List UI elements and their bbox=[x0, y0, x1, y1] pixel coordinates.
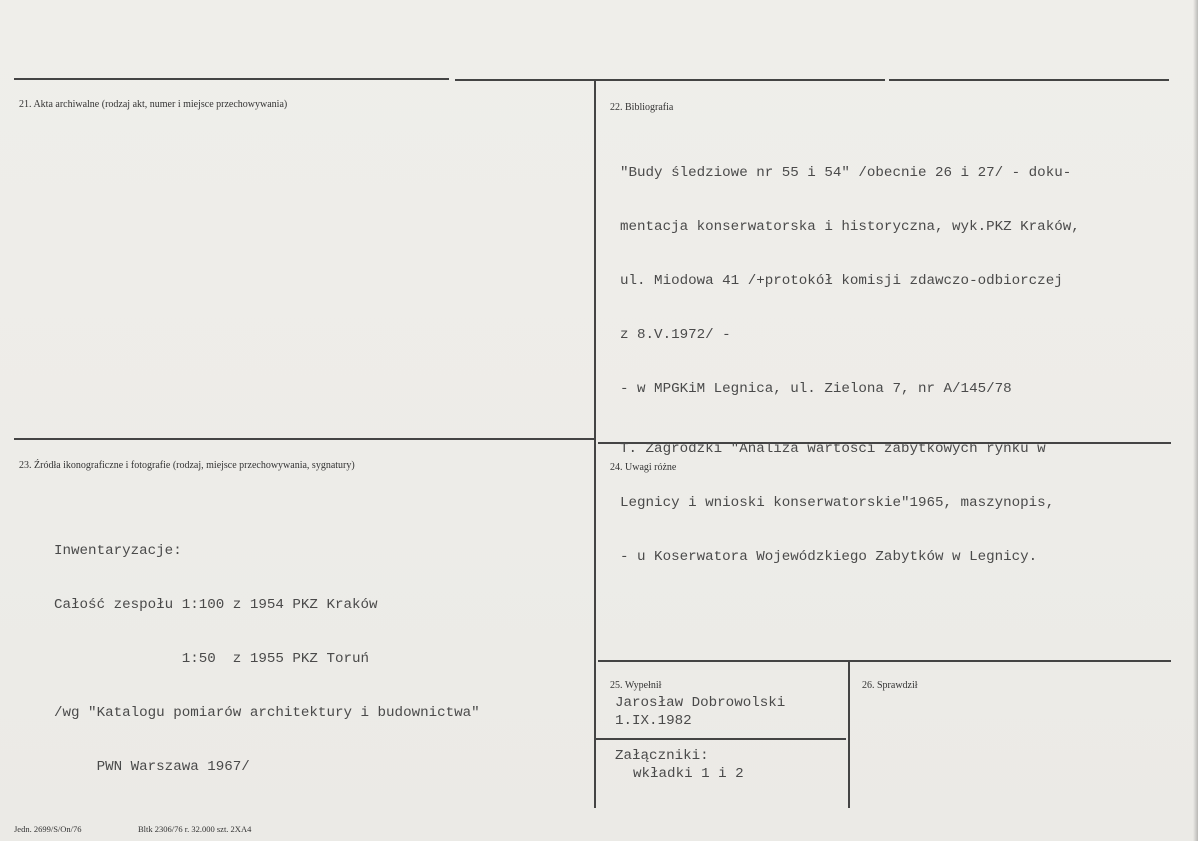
middle-rule-left bbox=[14, 438, 594, 440]
iconography-line: 1:50 z 1955 PKZ Toruń bbox=[54, 651, 370, 667]
section-25-label: 25. Wypełnił bbox=[610, 680, 662, 691]
bibliography-line: - u Koserwatora Wojewódzkiego Zabytków w Legnicy. bbox=[620, 549, 1038, 565]
bibliography-line: Legnicy i wnioski konserwatorskie"1965, maszynopis, bbox=[620, 495, 1055, 511]
filled-by-date: 1.IX.1982 bbox=[615, 713, 692, 729]
bibliography-line: T. Zagrodzki "Analiza wartości zabytkowych rynku w bbox=[620, 441, 1046, 457]
box25-26-divider bbox=[848, 662, 850, 808]
bibliography-text bbox=[620, 128, 1080, 602]
iconography-line: /wg "Katalogu pomiarów architektury i budownictwa" bbox=[54, 705, 480, 721]
filled-by-name: Jarosław Dobrowolski bbox=[615, 695, 786, 711]
section-26-label: 26. Sprawdził bbox=[862, 680, 918, 691]
iconography-line: Inwentaryzacje: bbox=[54, 543, 182, 559]
box25-top-rule bbox=[598, 660, 1171, 662]
top-rule-middle bbox=[455, 79, 885, 81]
central-divider bbox=[594, 80, 596, 808]
section-23-label: 23. Źródła ikonograficzne i fotografie (rodzaj, miejsce przechowywania, sygnatury) bbox=[19, 460, 355, 471]
section-22-label: 22. Bibliografia bbox=[610, 102, 674, 113]
top-rule-right bbox=[889, 79, 1169, 81]
section-21-label: 21. Akta archiwalne (rodzaj akt, numer i miejsce przechowywania) bbox=[19, 99, 288, 110]
scan-edge-shadow bbox=[1193, 0, 1198, 841]
iconography-text bbox=[54, 506, 480, 812]
bibliography-line: mentacja konserwatorska i historyczna, wyk.PKZ Kraków, bbox=[620, 219, 1080, 235]
bibliography-line: - w MPGKiM Legnica, ul. Zielona 7, nr A/145/78 bbox=[620, 381, 1012, 397]
top-rule-left bbox=[14, 78, 449, 80]
iconography-line: Całość zespołu 1:100 z 1954 PKZ Kraków bbox=[54, 597, 378, 613]
footer-right: Bltk 2306/76 r. 32.000 szt. 2XA4 bbox=[138, 824, 252, 834]
footer-left: Jedn. 2699/S/On/76 bbox=[14, 824, 82, 834]
attachments-value: wkładki 1 i 2 bbox=[633, 766, 744, 782]
bibliography-line: z 8.V.1972/ - bbox=[620, 327, 731, 343]
bibliography-line: ul. Miodowa 41 /+protokół komisji zdawczo-odbiorczej bbox=[620, 273, 1063, 289]
section-24-label: 24. Uwagi różne bbox=[610, 462, 677, 473]
attachments-label: Załączniki: bbox=[615, 748, 709, 764]
box25-inner-rule bbox=[596, 738, 846, 740]
bibliography-line: "Budy śledziowe nr 55 i 54" /obecnie 26 i 27/ - doku- bbox=[620, 165, 1072, 181]
iconography-line: PWN Warszawa 1967/ bbox=[54, 759, 250, 775]
